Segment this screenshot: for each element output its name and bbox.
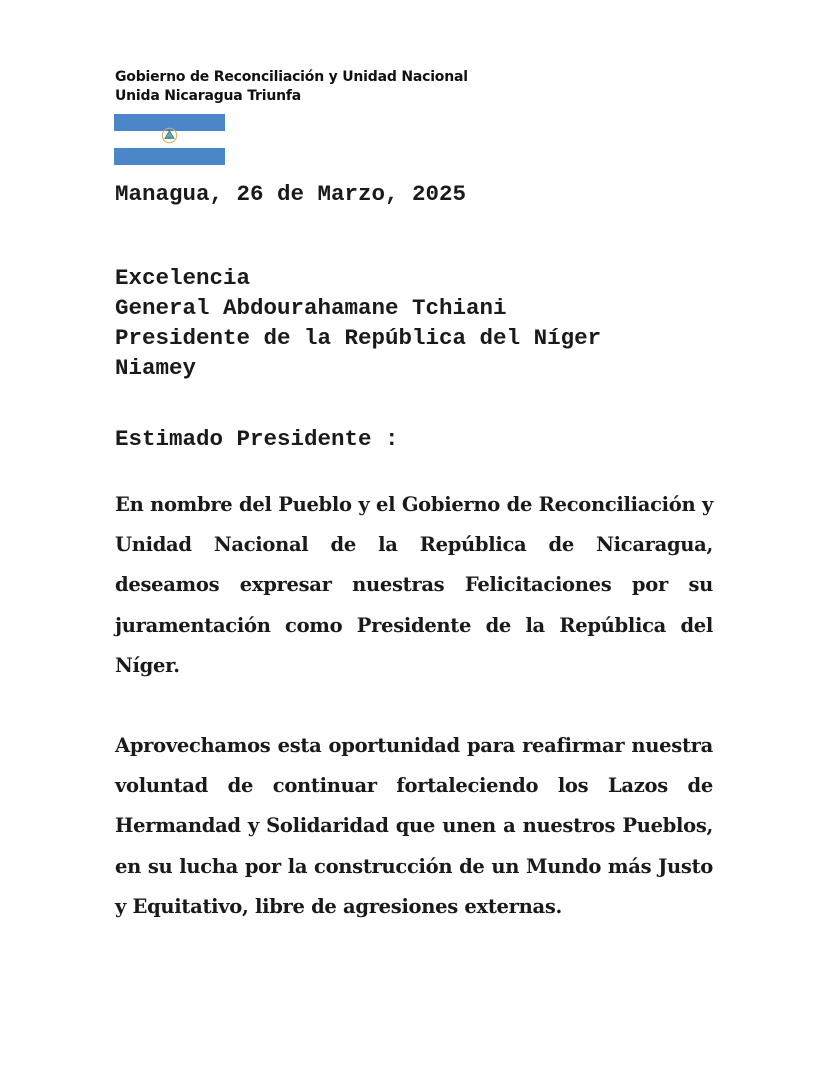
addressee-line: Excelencia bbox=[115, 265, 251, 291]
letterhead-government-name: Gobierno de Reconciliación y Unidad Nacional bbox=[115, 69, 468, 85]
flag-bottom-band bbox=[114, 148, 225, 165]
body-paragraph: En nombre del Pueblo y el Gobierno de Reconciliación y Unidad Nacional de la República de Nicaragua, deseamos expresar nuestras Felicitaciones por su juramentación como Presidente de la República del Níger. bbox=[115, 493, 713, 677]
addressee-line: Niamey bbox=[115, 355, 197, 381]
addressee-line: Presidente de la República del Níger bbox=[115, 325, 602, 351]
addressee-block bbox=[115, 263, 601, 383]
flag-middle-band bbox=[114, 131, 225, 148]
addressee-line: General Abdourahamane Tchiani bbox=[115, 295, 507, 321]
letter-date: Managua, 26 de Marzo, 2025 bbox=[115, 181, 467, 207]
body-paragraph: Aprovechamos esta oportunidad para reafirmar nuestra voluntad de continuar fortaleciendo los Lazos de Hermandad y Solidaridad que unen a nuestros Pueblos, en su lucha por la construcción de un Mundo más Justo y Equitativo, libre de agresiones externas. bbox=[115, 734, 713, 918]
nicaragua-flag-icon bbox=[114, 114, 225, 165]
salutation: Estimado Presidente : bbox=[115, 426, 399, 452]
coat-of-arms-icon bbox=[161, 127, 178, 144]
letterhead bbox=[115, 68, 468, 106]
letterhead-slogan: Unida Nicaragua Triunfa bbox=[115, 88, 301, 104]
